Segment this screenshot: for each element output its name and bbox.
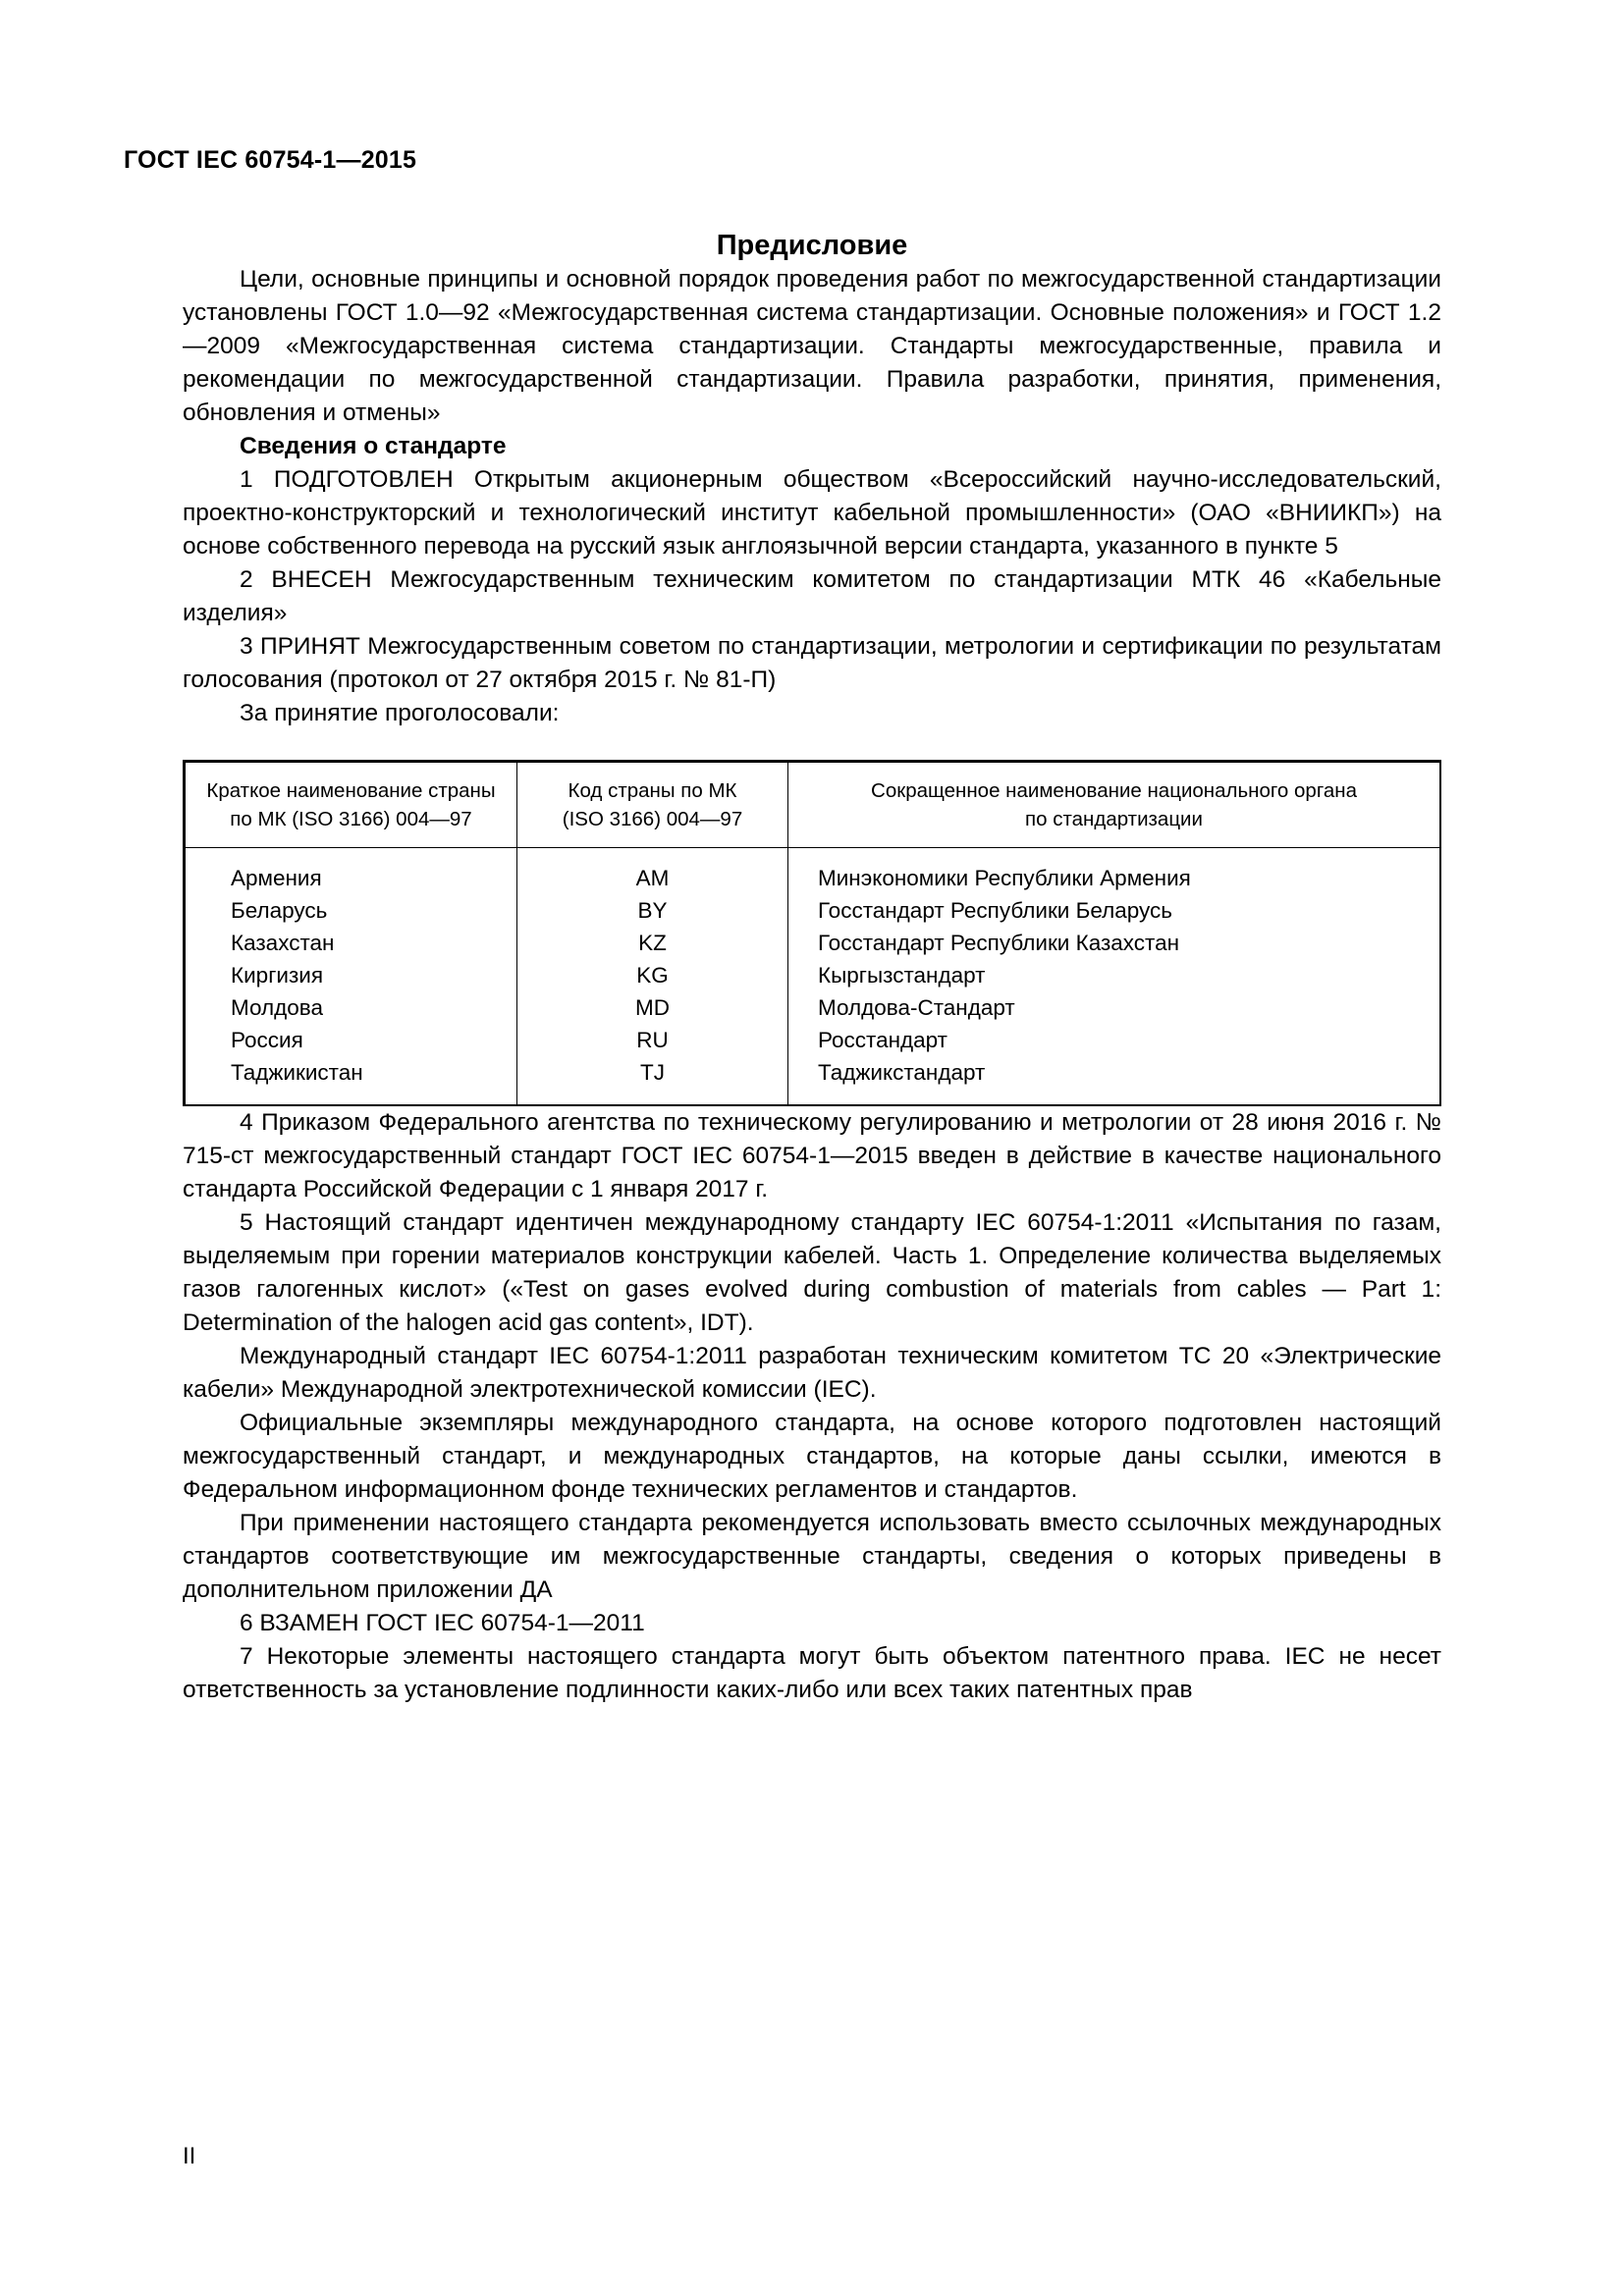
column-header-organ-line-1: Сокращенное наименование национального органа — [871, 778, 1357, 802]
page-title: Предисловие — [716, 230, 908, 261]
cell-organ: Росстандарт — [788, 1024, 1440, 1056]
cell-country: Киргизия — [186, 959, 517, 991]
cell-code: KG — [517, 959, 788, 991]
table-head — [186, 762, 1440, 847]
cell-code: BY — [517, 894, 788, 927]
document-header-标准-id: ГОСТ IEC 60754-1—2015 — [124, 146, 417, 174]
column-header-country-line-1: Краткое наименование страны — [206, 778, 496, 802]
cell-organ: Минэкономики Республики Армения — [788, 847, 1440, 894]
cell-code: MD — [517, 991, 788, 1024]
cell-country: Таджикистан — [186, 1056, 517, 1104]
paragraph-item-5d: При применении настоящего стандарта рекомендуется использовать вместо ссылочных международных стандартов соответствующие им межгосударственные стандарты, сведения о которых приведены в дополнительном приложении ДА — [183, 1509, 1441, 1603]
cell-organ: Госстандарт Республики Казахстан — [788, 927, 1440, 959]
paragraph-intro: Цели, основные принципы и основной порядок проведения работ по межгосударственной стандартизации установлены ГОСТ 1.0—92 «Межгосударственная система стандартизации. Основные положения» и ГОСТ 1.2—2009 «Межгосударственная система стандартизации. Стандарты межгосударственные, правила и рекомендации по межгосударственной стандартизации. Правила разработки, принятия, применения, обновления и отмены» — [183, 265, 1441, 426]
paragraph-item-1: 1 ПОДГОТОВЛЕН Открытым акционерным обществом «Всероссийский научно-исследовательский, проектно-конструкторский и технологический институт кабельной промышленности» (ОАО «ВНИИКП») на основе собственного перевода на русский язык англоязычной версии стандарта, указанного в пункте 5 — [183, 465, 1441, 560]
page-number: II — [183, 2143, 196, 2169]
paragraph-item-5c: Официальные экземпляры международного стандарта, на основе которого подготовлен настоящий межгосударственный стандарт, и международных стандартов, на которые даны ссылки, имеются в Федеральном информационном фонде технических регламентов и стандартов. — [183, 1409, 1441, 1503]
cell-code: AM — [517, 847, 788, 894]
page-content — [124, 145, 1441, 1707]
cell-code: TJ — [517, 1056, 788, 1104]
cell-organ: Госстандарт Республики Беларусь — [788, 894, 1440, 927]
column-header-code-line-1: Код страны по МК — [568, 778, 737, 802]
table-body — [186, 847, 1440, 1104]
section-heading-standard-info: Сведения о стандарте — [240, 432, 507, 459]
cell-country: Армения — [186, 847, 517, 894]
column-header-country-line-2: по МК (ISO 3166) 004—97 — [230, 807, 472, 830]
column-header-organ — [788, 762, 1440, 847]
cell-organ: Кыргызстандарт — [788, 959, 1440, 991]
table-outer-border — [183, 760, 1441, 1106]
paragraph-item-3: 3 ПРИНЯТ Межгосударственным советом по стандартизации, метрологии и сертификации по результатам голосования (протокол от 27 октября 2015 г. № 81-П) — [183, 632, 1441, 693]
cell-code: RU — [517, 1024, 788, 1056]
column-header-code-line-2: (ISO 3166) 004—97 — [562, 807, 743, 830]
column-header-organ-line-2: по стандартизации — [1025, 807, 1203, 830]
paragraph-item-5a: 5 Настоящий стандарт идентичен международному стандарту IEC 60754-1:2011 «Испытания по газам, выделяемым при горении материалов конструкции кабелей. Часть 1. Определение количества выделяемых газов галогенных кислот» («Test on gases evolved during combustion of materials from cables — Part 1: Determination of the halogen acid gas content», IDT). — [183, 1208, 1441, 1336]
table-row — [186, 991, 1440, 1024]
cell-organ: Молдова-Стандарт — [788, 991, 1440, 1024]
voting-countries-table — [185, 762, 1440, 1104]
table-row — [186, 894, 1440, 927]
paragraph-item-4: 4 Приказом Федерального агентства по техническому регулированию и метрологии от 28 июня 2016 г. № 715-ст межгосударственный стандарт ГОСТ IEC 60754-1—2015 введен в действие в качестве национального стандарта Российской Федерации с 1 января 2017 г. — [183, 1108, 1441, 1202]
paragraph-item-2: 2 ВНЕСЕН Межгосударственным техническим комитетом по стандартизации МТК 46 «Кабельные изделия» — [183, 565, 1441, 626]
table-row — [186, 847, 1440, 894]
paragraph-vote-intro: За принятие проголосовали: — [240, 699, 560, 726]
cell-country: Россия — [186, 1024, 517, 1056]
paragraph-item-6: 6 ВЗАМЕН ГОСТ IEC 60754-1—2011 — [240, 1609, 645, 1636]
table-header-row — [186, 762, 1440, 847]
table-row — [186, 1024, 1440, 1056]
cell-country: Казахстан — [186, 927, 517, 959]
paragraph-item-7: 7 Некоторые элементы настоящего стандарта могут быть объектом патентного права. IEC не несет ответственность за установление подлинности каких-либо или всех таких патентных прав — [183, 1642, 1441, 1703]
column-header-code — [517, 762, 788, 847]
table-row — [186, 927, 1440, 959]
paragraph-item-5b: Международный стандарт IEC 60754-1:2011 разработан техническим комитетом ТС 20 «Электрические кабели» Международной электротехнической комиссии (IEC). — [183, 1342, 1441, 1403]
voting-countries-table-wrapper — [183, 760, 1441, 1106]
column-header-country — [186, 762, 517, 847]
cell-country: Молдова — [186, 991, 517, 1024]
cell-country: Беларусь — [186, 894, 517, 927]
table-row — [186, 959, 1440, 991]
table-row — [186, 1056, 1440, 1104]
cell-organ: Таджикстандарт — [788, 1056, 1440, 1104]
cell-code: KZ — [517, 927, 788, 959]
